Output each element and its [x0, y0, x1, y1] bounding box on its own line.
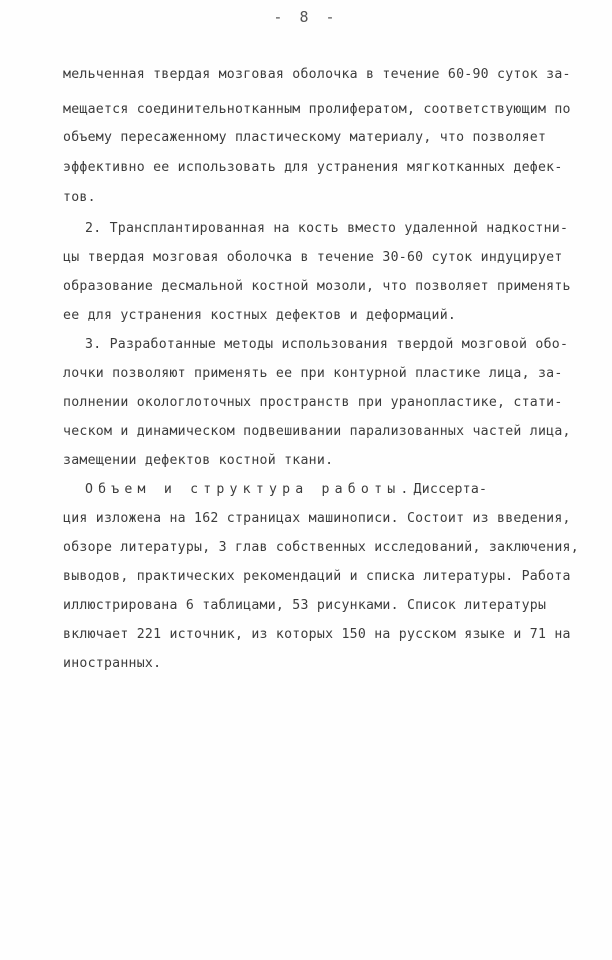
- paragraph-line: мещается соединительнотканным пролиферaтом, соответствующим по: [63, 102, 571, 117]
- paragraph-line: 3. Разработанные методы использования твердой мозговой обо-: [85, 337, 569, 352]
- section-heading: Объем и структура работы.: [85, 482, 414, 497]
- paragraph-line: ция изложена на 162 страницах машинописи. Состоит из введения,: [63, 511, 571, 526]
- paragraph-first-line: [85, 481, 487, 498]
- paragraph-line: ее для устранения костных дефектов и деформаций.: [63, 308, 457, 323]
- paragraph-line: замещении дефектов костной ткани.: [63, 453, 334, 468]
- paragraph-line: включает 221 источник, из которых 150 на русском языке и 71 на: [63, 627, 571, 642]
- heading-continuation: Диссерта-: [413, 482, 488, 497]
- paragraph-line: лочки позволяют применять ее при контурной пластике лица, за-: [63, 366, 563, 381]
- paragraph-line: эффективно ее использовать для устранения мягкотканных дефек-: [63, 160, 563, 175]
- paragraph-line: объему пересаженному пластическому материалу, что позволяет: [63, 130, 547, 145]
- paragraph-line: тов.: [63, 190, 96, 205]
- paragraph-line: образование десмальной костной мозоли, что позволяет применять: [63, 279, 571, 294]
- page-number: - 8 -: [273, 8, 339, 26]
- paragraph-line: полнении окологлоточных пространств при уранопластике, стати-: [63, 395, 563, 410]
- paragraph-line: выводов, практических рекомендаций и списка литературы. Работа: [63, 569, 571, 584]
- paragraph-line: цы твердая мозговая оболочка в течение 30-60 суток индуцирует: [63, 250, 563, 265]
- paragraph-line: иностранных.: [63, 656, 162, 671]
- paragraph-line: обзоре литературы, 3 глав собственных исследований, заключения,: [63, 540, 579, 555]
- paragraph-line: мельченная твердая мозговая оболочка в течение 60-90 суток за-: [63, 67, 571, 82]
- paragraph-line: 2. Трансплантированная на кость вместо удаленной надкостни-: [85, 221, 569, 236]
- paragraph-line: иллюстрирована 6 таблицами, 53 рисунками. Список литературы: [63, 598, 547, 613]
- paragraph-line: ческом и динамическом подвешивании парализованных частей лица,: [63, 424, 571, 439]
